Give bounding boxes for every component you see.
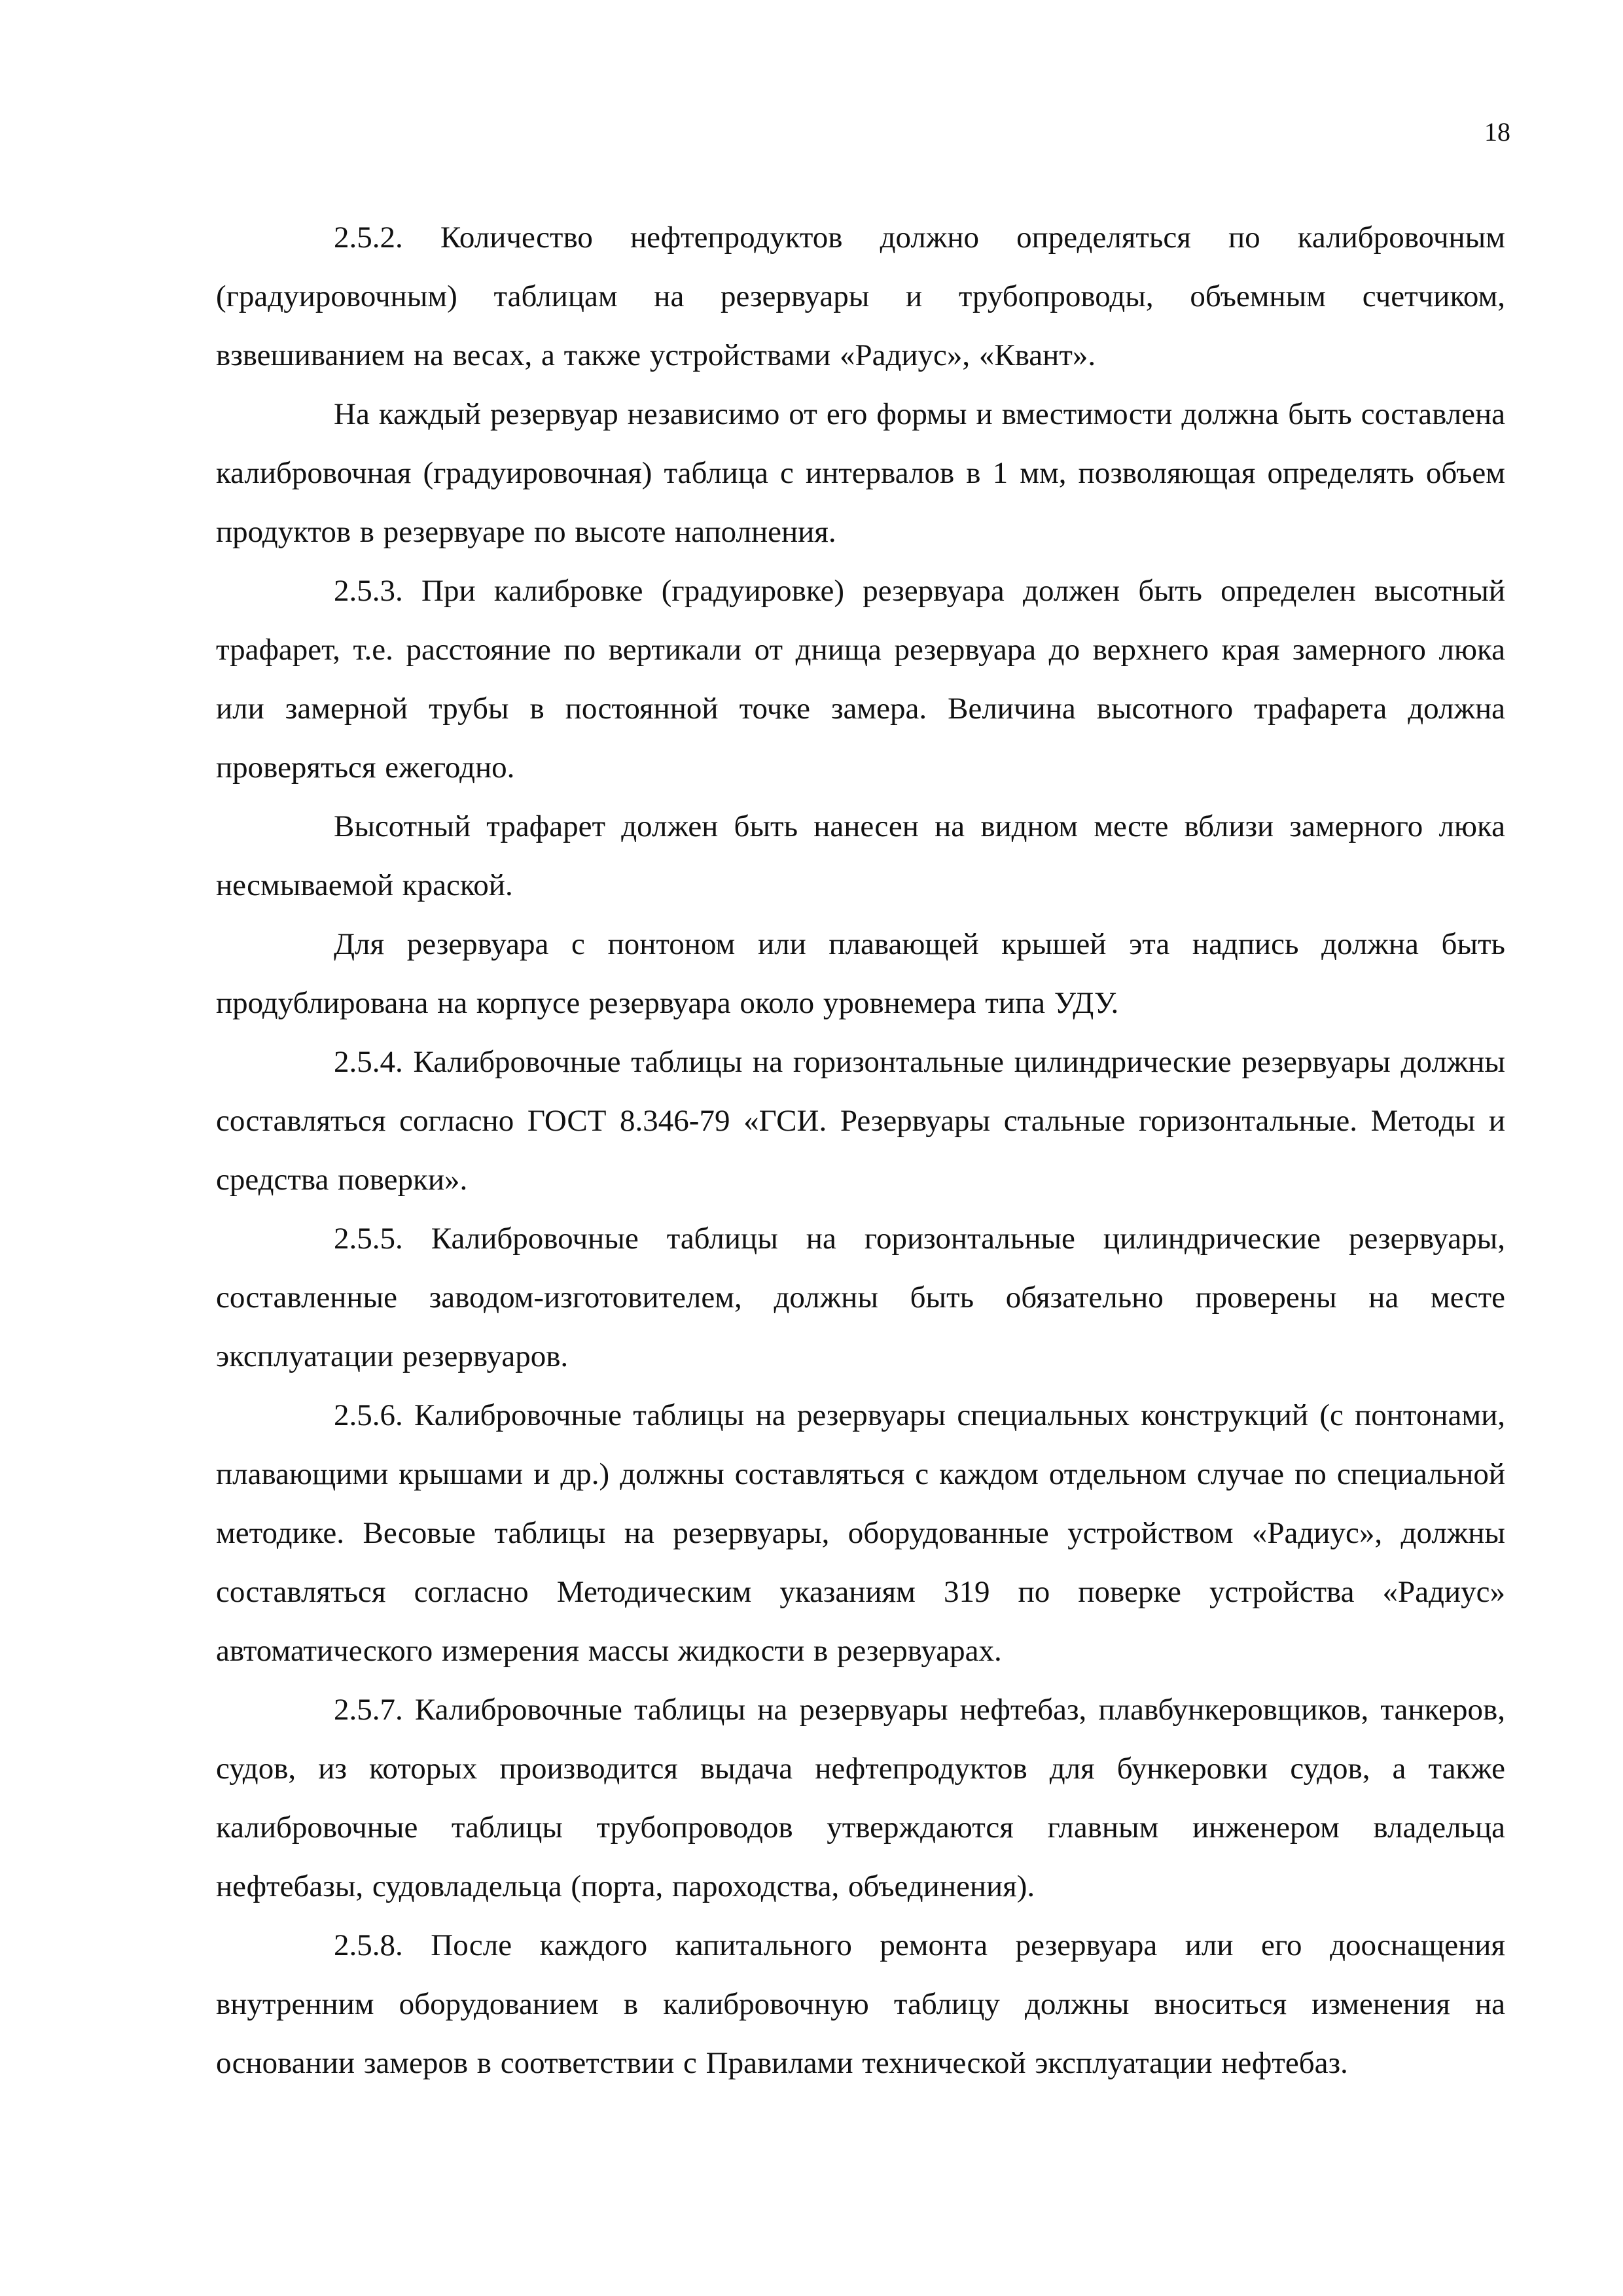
page-number: 18: [1484, 117, 1510, 147]
paragraph-2-5-4: 2.5.4. Калибровочные таблицы на горизонтальные цилиндрические резервуары должны составляться согласно ГОСТ 8.346-79 «ГСИ. Резервуары стальные горизонтальные. Методы и средства поверки».: [216, 1045, 1505, 1197]
paragraph-pontoon-tank: Для резервуара с понтоном или плавающей крышей эта надпись должна быть продублирована на корпусе резервуара около уровнемера типа УДУ.: [216, 927, 1505, 1020]
paragraph-2-5-8: 2.5.8. После каждого капитального ремонта резервуара или его дооснащения внутренним оборудованием в калибровочную таблицу должны вноситься изменения на основании замеров в соответствии с Правилами технической эксплуатации нефтебаз.: [216, 1928, 1505, 2080]
paragraph-2-5-7: 2.5.7. Калибровочные таблицы на резервуары нефтебаз, плавбункеровщиков, танкеров, судов, из которых производится выдача нефтепродуктов для бункеровки судов, а также калибровочные таблицы трубопроводов утверждаются главным инженером владельца нефтебазы, судовладельца (порта, пароходства, объединения).: [216, 1693, 1505, 1903]
document-body: [216, 208, 1505, 2093]
paragraph-2-5-2: 2.5.2. Количество нефтепродуктов должно определяться по калибровочным (градуировочным) таблицам на резервуары и трубопроводы, объемным счетчиком, взвешиванием на весах, а также устройствами «Радиус», «Квант».: [216, 221, 1505, 372]
paragraph-height-stencil: Высотный трафарет должен быть нанесен на видном месте вблизи замерного люка несмываемой краской.: [216, 809, 1505, 902]
paragraph-2-5-3: 2.5.3. При калибровке (градуировке) резервуара должен быть определен высотный трафарет, т.е. расстояние по вертикали от днища резервуара до верхнего края замерного люка или замерной трубы в постоянной точке замера. Величина высотного трафарета должна проверяться ежегодно.: [216, 574, 1505, 785]
paragraph-calibration-table: На каждый резервуар независимо от его формы и вместимости должна быть составлена калибровочная (градуировочная) таблица с интервалов в 1 мм, позволяющая определять объем продуктов в резервуаре по высоте наполнения.: [216, 397, 1505, 549]
paragraph-2-5-6: 2.5.6. Калибровочные таблицы на резервуары специальных конструкций (с понтонами, плавающими крышами и др.) должны составляться с каждом отдельном случае по специальной методике. Весовые таблицы на резервуары, оборудованные устройством «Радиус», должны составляться согласно Методическим указаниям 319 по поверке устройства «Радиус» автоматического измерения массы жидкости в резервуарах.: [216, 1398, 1505, 1668]
paragraph-2-5-5: 2.5.5. Калибровочные таблицы на горизонтальные цилиндрические резервуары, составленные заводом-изготовителем, должны быть обязательно проверены на месте эксплуатации резервуаров.: [216, 1222, 1505, 1373]
